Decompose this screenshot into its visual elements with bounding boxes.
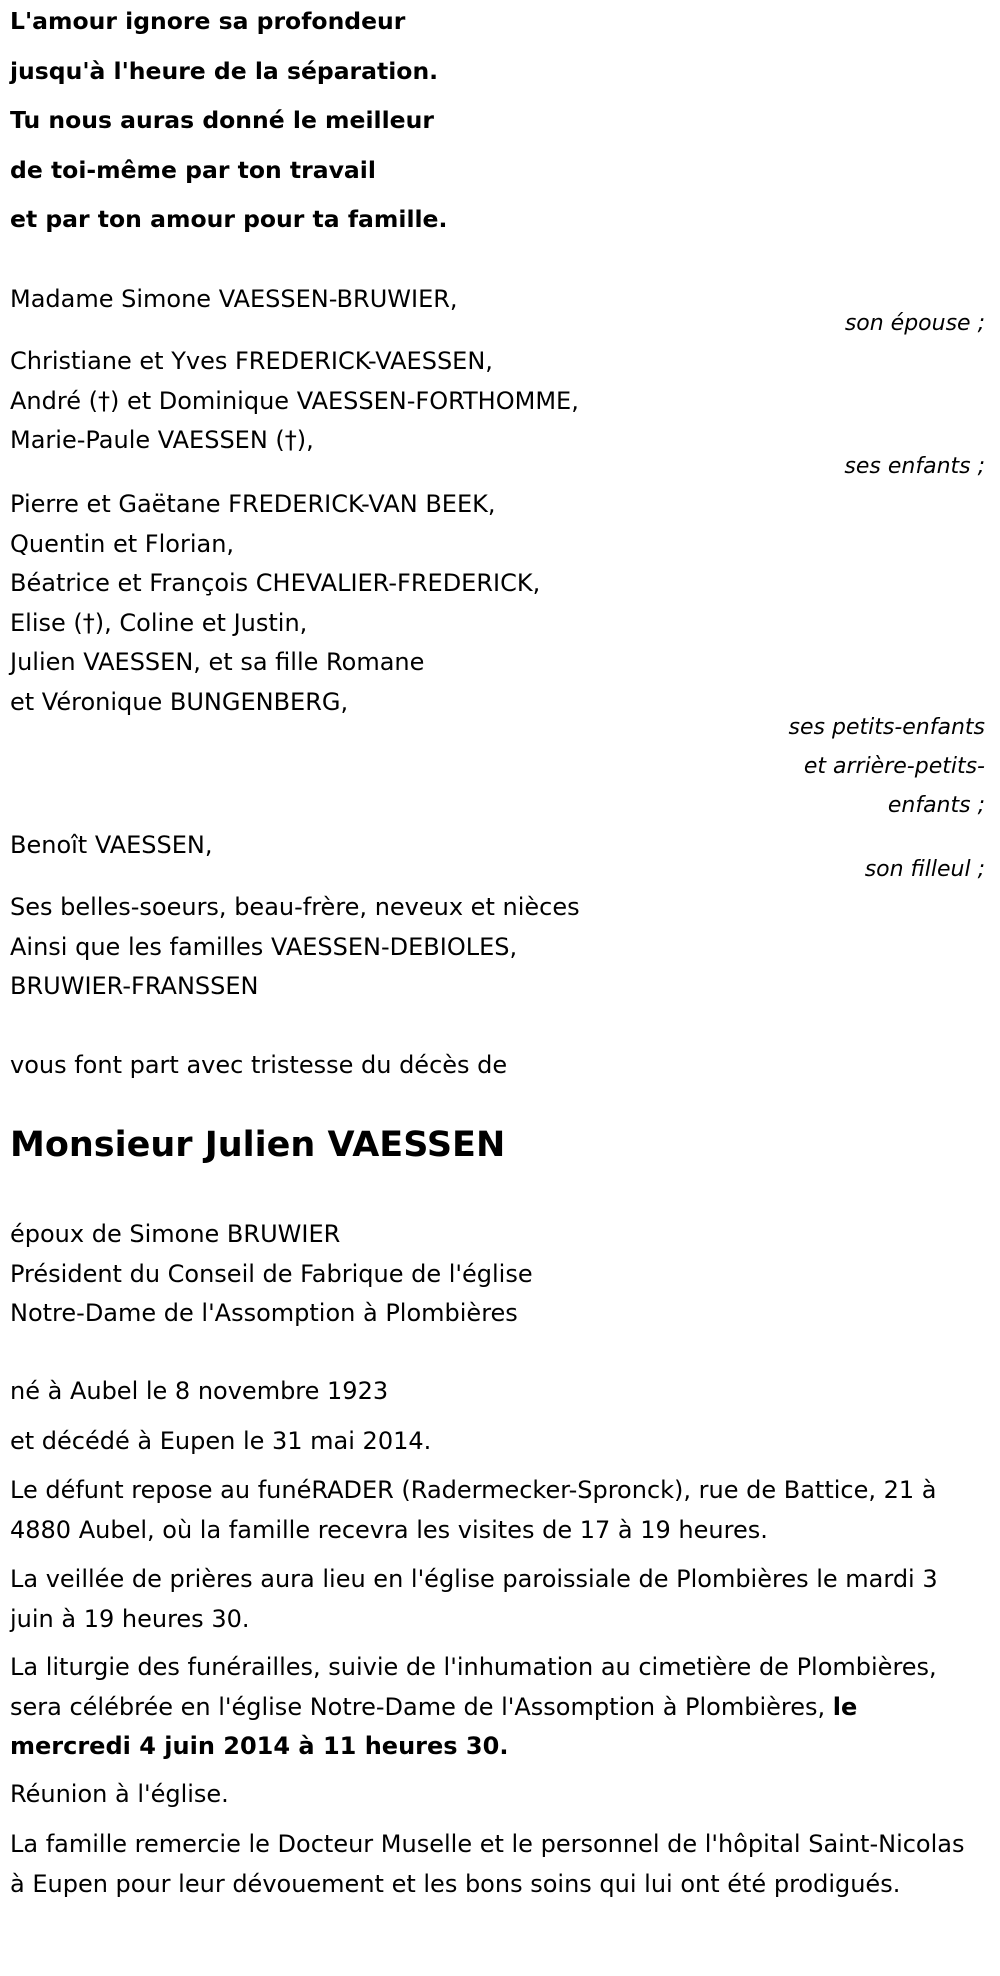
family-name-line: Pierre et Gaëtane FREDERICK-VAN BEEK, [10,490,496,518]
family-name-line: Quentin et Florian, [10,529,235,558]
detail-line: Président du Conseil de Fabrique de l'église [10,1259,533,1288]
role-line: ses enfants ; [844,454,985,479]
family-name-line: Ses belles-soeurs, beau-frère, neveux et nièces [10,893,580,921]
family-name-line: Benoît VAESSEN, [10,831,213,859]
funeral-text: La liturgie des funérailles, suivie de l'inhumation au cimetière de Plombières, sera célébrée en l'église Notre-Dame de l'Assomption à Plombières, [10,1653,937,1721]
detail-line: époux de Simone BRUWIER [10,1220,341,1248]
family-name-line: Christiane et Yves FREDERICK-VAESSEN, [10,347,493,375]
poem-line: et par ton amour pour ta famille. [10,205,448,233]
other-relatives [10,888,580,1007]
detail-line: Notre-Dame de l'Assomption à Plombières [10,1299,518,1327]
poem-line: L'amour ignore sa profondeur [10,7,406,35]
thanks-text: La famille remercie le Docteur Muselle et le personnel de l'hôpital Saint-Nicolas à Eupen pour leur dévouement et les bons soins qui lui ont été prodigués. [10,1830,965,1898]
funeral-paragraph [10,1648,985,1767]
funeral-date-bold: le mercredi 4 juin 2014 à 11 heures 30. [10,1692,858,1760]
children-names [10,342,579,461]
family-name-line: Julien VAESSEN, et sa fille Romane [10,648,425,676]
role-line: enfants ; [887,793,985,818]
family-name-line: Marie-Paule VAESSEN (†), [10,426,314,454]
birth-text: né à Aubel le 8 novembre 1923 [10,1377,389,1405]
repose-paragraph [10,1471,985,1550]
role-line: son épouse ; [844,311,985,336]
meeting-text: Réunion à l'église. [10,1780,229,1808]
announcement-text: vous font part avec tristesse du décès de [10,1051,508,1079]
meeting-paragraph [10,1775,985,1815]
role-line: son filleul ; [864,857,985,882]
family-name-line: André (†) et Dominique VAESSEN-FORTHOMME, [10,386,579,415]
spouse-role [845,304,985,343]
godson-role [865,850,985,889]
death-text: et décédé à Eupen le 31 mai 2014. [10,1427,432,1455]
family-name-line: BRUWIER-FRANSSEN [10,972,259,1000]
role-line: et arrière-petits- [803,754,985,779]
grandchildren-role [789,708,985,825]
family-name-line: Béatrice et François CHEVALIER-FREDERICK, [10,569,541,597]
poem-line: de toi-même par ton travail [10,155,376,184]
family-name-line: Elise (†), Coline et Justin, [10,608,308,637]
family-name-line: Madame Simone VAESSEN-BRUWIER, [10,285,458,313]
role-line: ses petits-enfants [788,715,985,740]
deceased-details [10,1215,533,1334]
children-role [844,447,985,486]
family-name-line: et Véronique BUNGENBERG, [10,687,349,716]
vigil-text: La veillée de prières aura lieu en l'église paroissiale de Plombières le mardi 3 juin à 19 heures 30. [10,1565,938,1633]
announcement [10,1046,507,1086]
poem-line: jusqu'à l'heure de la séparation. [10,56,439,85]
poem [10,0,447,245]
family-name-line: Ainsi que les familles VAESSEN-DEBIOLES, [10,932,518,961]
death-date [10,1422,431,1462]
deceased-name-text: Monsieur Julien VAESSEN [10,1125,506,1165]
thanks-paragraph [10,1825,985,1904]
grandchildren-names [10,485,540,722]
repose-text: Le défunt repose au funéRADER (Radermecker-Spronck), rue de Battice, 21 à 4880 Aubel, où la famille recevra les visites de 17 à 19 heures. [10,1476,937,1544]
godson-names [10,826,213,866]
birth-date [10,1372,388,1412]
poem-line: Tu nous auras donné le meilleur [10,106,434,134]
vigil-paragraph [10,1560,985,1639]
deceased-name [10,1122,505,1168]
spouse-names [10,280,458,320]
